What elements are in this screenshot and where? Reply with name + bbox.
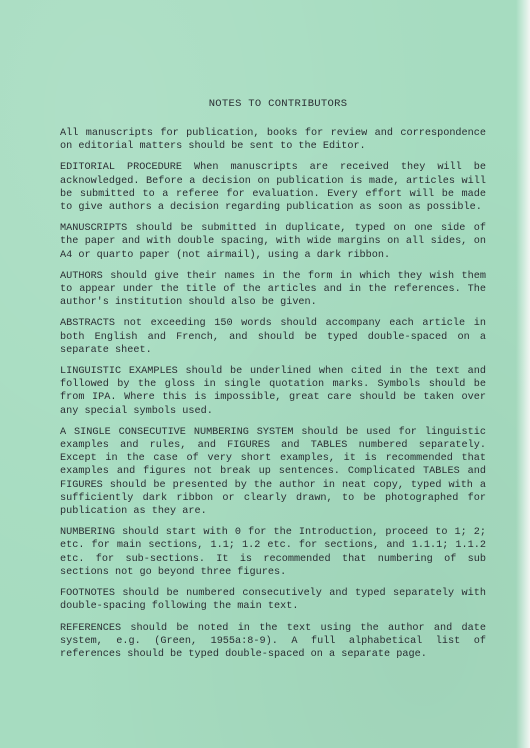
paragraph-heading: ABSTRACTS — [60, 318, 116, 330]
paragraph-footnotes — [60, 587, 486, 613]
paragraph-heading: REFERENCES — [60, 622, 122, 634]
paragraph-manuscripts — [60, 222, 486, 262]
paragraph-numbering — [60, 526, 486, 579]
document-title: NOTES TO CONTRIBUTORS — [208, 98, 348, 110]
paragraph-text: When manuscripts are received they will be acknowledged. Before a decision on publication is made, articles will be submitted to a referee for evaluation. Every effort will be made to give authors a decision regarding publication as soon as possible. — [60, 162, 486, 214]
paragraph-references — [60, 622, 486, 662]
paragraph-text: should be underlined when cited in the text and followed by the gloss in single quotation marks. Symbols should be from IPA. Where this is impossible, great care should be taken over any special symbols used. — [60, 366, 486, 417]
paragraph-heading: EDITORIAL PROCEDURE — [60, 162, 183, 174]
paragraph-heading: A SINGLE CONSECUTIVE NUMBERING SYSTEM — [60, 426, 294, 438]
paragraph-text: All manuscripts for publication, books for review and correspondence on editorial matters should be sent to the Editor. — [60, 128, 486, 153]
page-edge — [516, 0, 530, 748]
paragraph-linguistic-examples — [60, 365, 486, 418]
paragraph-text: should give their names in the form in which they wish them to appear under the title of the articles and in the references. The author's institution should also be given. — [60, 270, 486, 309]
paragraph-heading: MANUSCRIPTS — [60, 223, 128, 235]
paragraph-heading: AUTHORS — [60, 270, 103, 282]
paragraph-text: should be used for linguistic examples and rules, and FIGURES and TABLES numbered separately. Except in the case of very short examples, it is recommended that examples and figures not break up sentences. Complicated TABLES and FIGURES should be presented by the author in neat copy, typed with a sufficiently dark ribbon or clearly drawn, to be photographed for publication as they are. — [60, 426, 486, 518]
paragraph-editorial-procedure — [60, 161, 486, 214]
paragraph-heading: FOOTNOTES — [60, 588, 116, 600]
paragraph-numbering-system — [60, 426, 486, 518]
paragraph-text: should be noted in the text using the author and date system, e.g. (Green, 1955a:8-9). A full alphabetical list of references should be typed double-spaced on a separate page. — [60, 622, 486, 660]
paragraph-intro — [60, 127, 486, 153]
paragraph-authors — [60, 270, 486, 310]
paragraph-text: should be submitted in duplicate, typed on one side of the paper and with double spacing, with wide margins on all sides, on A4 or quarto paper (not airmail), using a dark ribbon. — [60, 223, 486, 261]
paragraph-abstracts — [60, 317, 486, 357]
paragraph-heading: LINGUISTIC EXAMPLES — [60, 366, 178, 378]
paragraph-text: should be numbered consecutively and typed separately with double-spacing following the main text. — [60, 588, 486, 613]
paragraph-heading: NUMBERING — [60, 527, 116, 539]
paragraph-text: should start with 0 for the Introduction, proceed to 1; 2; etc. for main sections, 1.1; 1.2 etc. for sections, and 1.1.1; 1.1.2 etc. for sub-sections. It is recommended that numbering of sub sections not go beyond three figures. — [60, 527, 486, 578]
paragraph-text: not exceeding 150 words should accompany each article in both English and French, and should be typed double-spaced on a separate sheet. — [60, 318, 486, 356]
document-body — [60, 98, 486, 669]
